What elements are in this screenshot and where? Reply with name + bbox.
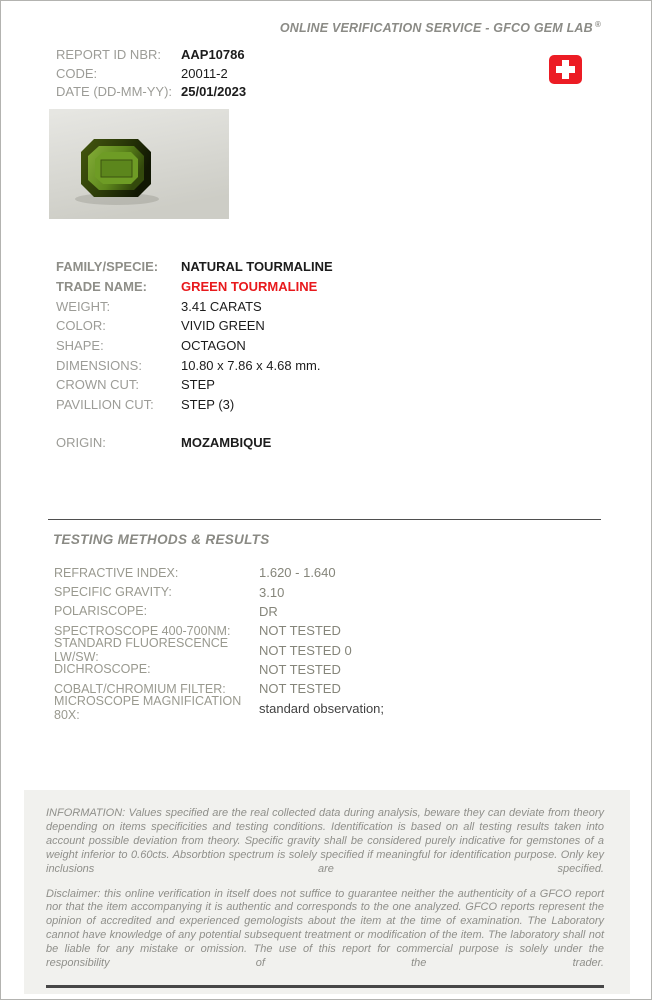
code-label: CODE: [56, 65, 98, 81]
microscope-label: MICROSCOPE MAGNIFICATION 80X: [54, 694, 242, 723]
trade-name-row [56, 277, 333, 297]
fluorescence-row [54, 636, 384, 665]
weight-label: WEIGHT: [56, 298, 111, 314]
specific-gravity-row [54, 582, 384, 601]
color-label: COLOR: [56, 318, 106, 334]
specific-gravity-label: SPECIFIC GRAVITY: [54, 585, 172, 600]
crown-cut-value: STEP [181, 377, 215, 393]
testing-results-fields [54, 563, 385, 723]
swiss-flag-icon [549, 55, 582, 84]
cobalt-filter-value: NOT TESTED [259, 681, 341, 697]
footer-legal-box [24, 790, 630, 994]
code-row [56, 64, 246, 83]
weight-row [56, 296, 333, 316]
service-title-text: ONLINE VERIFICATION SERVICE - GFCO GEM LAB [279, 21, 593, 36]
pavillion-cut-label: PAVILLION CUT: [56, 397, 154, 413]
dimensions-label: DIMENSIONS: [56, 357, 142, 373]
swiss-cross-horizontal-bar [556, 66, 575, 73]
dichroscope-label: DICHROSCOPE: [54, 662, 151, 677]
spectroscope-label: SPECTROSCOPE 400-700NM: [54, 623, 231, 638]
date-row [56, 82, 246, 101]
family-specie-row [56, 257, 333, 277]
polariscope-row [54, 602, 384, 621]
color-value: VIVID GREEN [181, 318, 265, 334]
family-specie-label: FAMILY/SPECIE: [56, 259, 159, 275]
shape-label: SHAPE: [56, 338, 104, 354]
pavillion-cut-value: STEP (3) [181, 397, 235, 413]
polariscope-label: POLARISCOPE: [54, 604, 148, 619]
report-id-label: REPORT ID NBR: [56, 46, 161, 62]
gem-details-fields [56, 257, 333, 415]
code-value: 20011-2 [181, 65, 228, 81]
report-header-fields [56, 45, 246, 101]
cobalt-filter-label: COBALT/CHROMIUM FILTER: [54, 681, 226, 696]
dichroscope-row [54, 660, 384, 679]
dimensions-value: 10.80 x 7.86 x 4.68 mm. [181, 357, 321, 373]
gem-table-facet [101, 160, 132, 177]
fluorescence-label: STANDARD FLUORESCENCE LW/SW: [54, 636, 229, 665]
testing-section-title: TESTING METHODS & RESULTS [53, 532, 270, 547]
microscope-row [54, 694, 385, 723]
refractive-index-label: REFRACTIVE INDEX: [54, 565, 179, 580]
information-paragraph: INFORMATION: Values specified are the real collected data during analysis, beware they can deviate from theory depending on items specificities and testing conditions. Identification is based on all testing results taken into account possible deviation from theory. Specific gravity shall be considered purely indicative for gemstones of a weight inferior to 0.60cts. Absorbtion spectrum is solely specified if meaningful for identification purpose. Only key inclusions are specified. [46, 807, 604, 875]
origin-label: ORIGIN: [56, 434, 106, 450]
registered-mark: ® [594, 20, 601, 29]
spectroscope-value: NOT TESTED [259, 623, 341, 639]
dimensions-row [56, 355, 333, 375]
footer-rule-line [46, 985, 604, 988]
service-title [280, 20, 601, 35]
crown-cut-label: CROWN CUT: [56, 377, 140, 393]
family-specie-value: NATURAL TOURMALINE [181, 259, 333, 275]
pavillion-cut-row [56, 395, 333, 415]
report-id-row [56, 45, 246, 64]
shape-value: OCTAGON [181, 338, 246, 354]
weight-value: 3.41 CARATS [181, 298, 262, 314]
trade-name-value: GREEN TOURMALINE [181, 279, 318, 295]
dichroscope-value: NOT TESTED [259, 661, 341, 677]
specific-gravity-value: 3.10 [259, 584, 285, 600]
refractive-index-row [54, 563, 384, 582]
gem-photo [49, 109, 229, 219]
shape-row [56, 336, 333, 356]
disclaimer-paragraph: Disclaimer: this online verification in itself does not suffice to guarantee neither the authenticity of a GFCO report nor that the item accompanying it is authentic and corresponds to the one analyzed. GFCO reports represent the opinion of accredited and experienced gemologists about the item at the time of examination. The Laboratory cannot have knowledge of any potential subsequent treatment or modification of the item. The laboratory shall not be liable for any mistake or omission. The use of this report for commercial purpose is solely under the responsibility of the trader. [46, 887, 604, 970]
report-id-value: AAP10786 [181, 46, 245, 62]
fluorescence-value: NOT TESTED 0 [259, 642, 352, 658]
polariscope-value: DR [259, 603, 278, 619]
origin-row [56, 432, 271, 452]
refractive-index-value: 1.620 - 1.640 [259, 565, 336, 581]
origin-field [56, 432, 271, 452]
section-divider-line [48, 519, 601, 520]
date-label: DATE (DD-MM-YY): [56, 84, 173, 100]
crown-cut-row [56, 375, 333, 395]
microscope-value: standard observation; [259, 700, 385, 716]
date-value: 25/01/2023 [181, 84, 247, 100]
color-row [56, 316, 333, 336]
origin-value: MOZAMBIQUE [181, 434, 272, 450]
trade-name-label: TRADE NAME: [56, 279, 147, 295]
